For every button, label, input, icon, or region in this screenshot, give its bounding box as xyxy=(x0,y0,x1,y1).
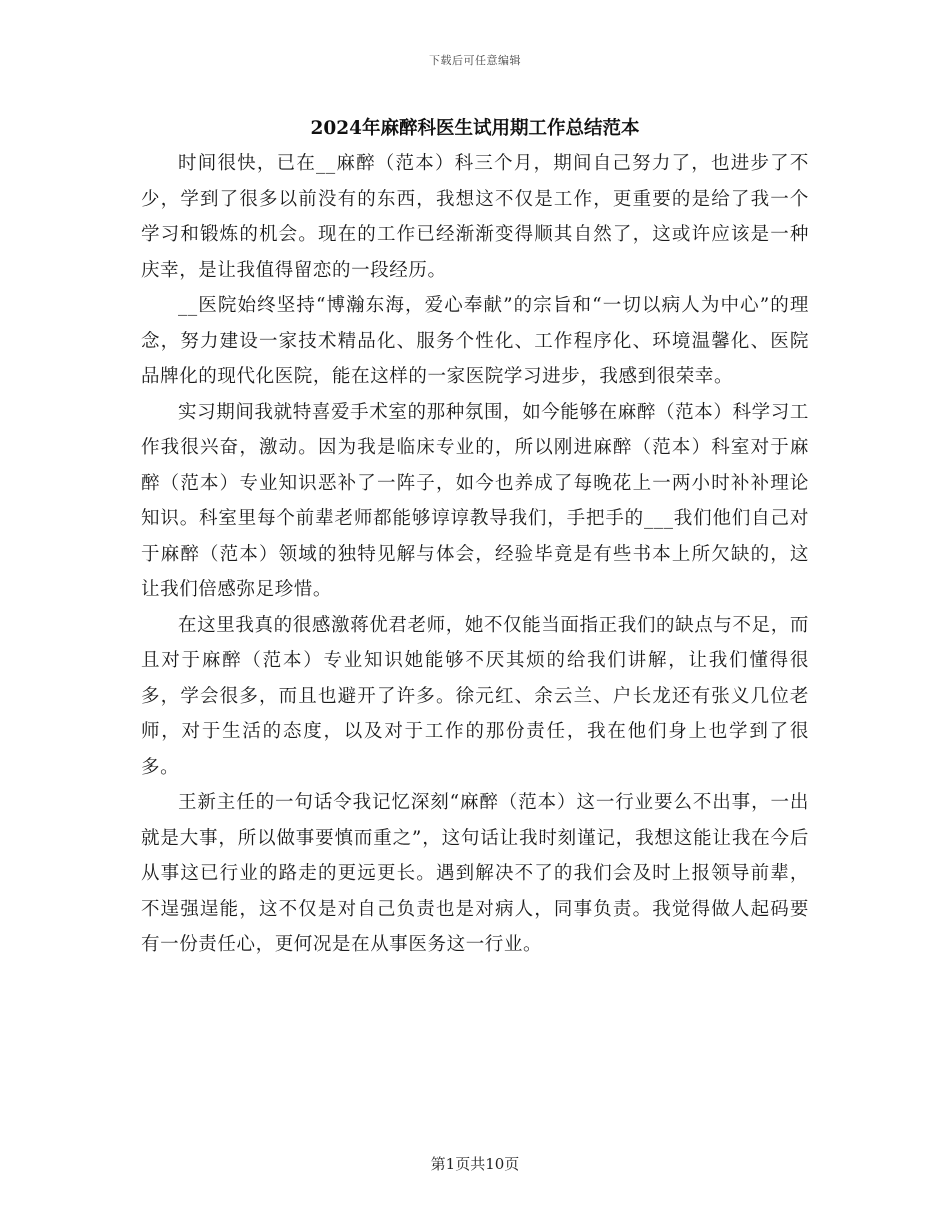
page-number: 第1页共10页 xyxy=(430,1155,520,1173)
paragraph-3: 实习期间我就特喜爱手术室的那种氛围，如今能够在麻醉（范本）科学习工作我很兴奋，激动。因为我是临床专业的，所以刚进麻醉（范本）科室对于麻醉（范本）专业知识恶补了一阵子，如今也养成了每晚花上一两小时补补理论知识。科室里每个前辈老师都能够谆谆教导我们，手把手的___我们他们自己对于麻醉（范本）领域的独特见解与体会，经验毕竟是有些书本上所欠缺的，这让我们倍感弥足珍惜。 xyxy=(141,401,809,600)
paragraph-2: __医院始终坚持“博瀚东海，爱心奉献”的宗旨和“一切以病人为中心”的理念，努力建设一家技术精品化、服务个性化、工作程序化、环境温馨化、医院品牌化的现代化医院，能在这样的一家医院学习进步，我感到很荣幸。 xyxy=(141,295,809,387)
paragraph-5: 王新主任的一句话令我记忆深刻“麻醉（范本）这一行业要么不出事，一出就是大事，所以做事要慎而重之”，这句话让我时刻谨记，我想这能让我在今后从事这已行业的路走的更远更长。遇到解决不了的我们会及时上报领导前辈，不逞强逞能，这不仅是对自己负责也是对病人，同事负责。我觉得做人起码要有一份责任心，更何况是在从事医务这一行业。 xyxy=(141,792,809,955)
document-title: 2024年麻醉科医生试用期工作总结范本 xyxy=(310,118,640,139)
page-header-note: 下载后可任意编辑 xyxy=(429,54,521,67)
document-body xyxy=(141,146,809,963)
paragraph-4: 在这里我真的很感激蒋优君老师，她不仅能当面指正我们的缺点与不足，而且对于麻醉（范本）专业知识她能够不厌其烦的给我们讲解，让我们懂得很多，学会很多，而且也避开了许多。徐元红、余云兰、户长龙还有张义几位老师，对于生活的态度，以及对于工作的那份责任，我在他们身上也学到了很多。 xyxy=(141,614,809,778)
paragraph-1: 时间很快，已在__麻醉（范本）科三个月，期间自己努力了，也进步了不少，学到了很多以前没有的东西，我想这不仅是工作，更重要的是给了我一个学习和锻炼的机会。现在的工作已经渐渐变得顺其自然了，这或许应该是一种庆幸，是让我值得留恋的一段经历。 xyxy=(141,153,809,281)
